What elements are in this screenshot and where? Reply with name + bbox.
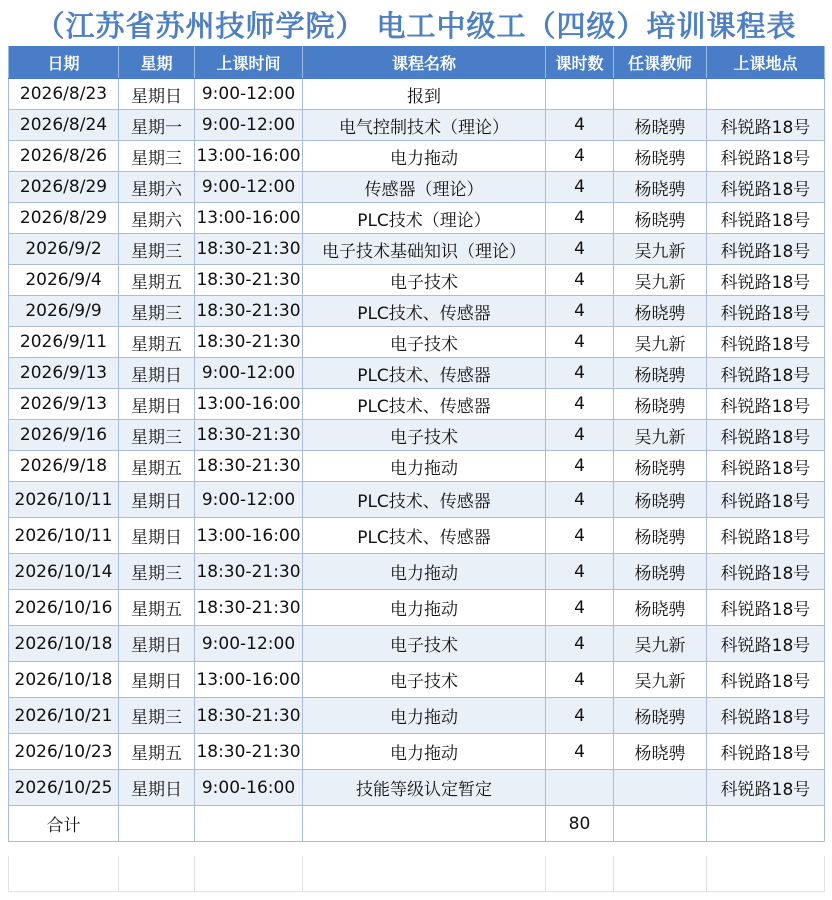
header-location[interactable]: 上课地点 — [707, 46, 825, 79]
header-hours[interactable]: 课时数 — [546, 46, 614, 79]
cell-date[interactable]: 2026/8/29 — [9, 203, 119, 234]
cell-teacher[interactable]: 吴九新 — [614, 265, 707, 296]
cell-hours[interactable]: 4 — [546, 296, 614, 327]
cell-hours[interactable]: 4 — [546, 590, 614, 626]
cell-teacher[interactable]: 吴九新 — [614, 234, 707, 265]
cell-weekday[interactable]: 星期一 — [119, 110, 195, 141]
cell-hours[interactable]: 4 — [546, 662, 614, 698]
cell-date[interactable]: 2026/10/18 — [9, 662, 119, 698]
cell-date[interactable]: 2026/10/16 — [9, 590, 119, 626]
cell-location[interactable]: 科锐路18号 — [707, 626, 825, 662]
cell-teacher[interactable]: 杨晓骋 — [614, 172, 707, 203]
cell-date[interactable]: 2026/9/18 — [9, 451, 119, 482]
table-row — [9, 770, 825, 806]
cell-time[interactable]: 18:30-21:30 — [195, 451, 303, 482]
cell-time[interactable]: 9:00-16:00 — [195, 770, 303, 806]
cell-course[interactable]: PLC技术、传感器 — [303, 296, 546, 327]
cell-course[interactable]: PLC技术、传感器 — [303, 482, 546, 518]
cell-hours[interactable]: 4 — [546, 234, 614, 265]
cell-time[interactable]: 18:30-21:30 — [195, 420, 303, 451]
table-row — [9, 451, 825, 482]
table-row — [9, 79, 825, 110]
cell-course[interactable]: PLC技术（理论） — [303, 203, 546, 234]
schedule-title: （江苏省苏州技师学院） 电工中级工（四级）培训课程表 — [35, 9, 797, 43]
cell-time[interactable]: 9:00-12:00 — [195, 79, 303, 110]
cell-location[interactable]: 科锐路18号 — [707, 482, 825, 518]
table-row — [9, 358, 825, 389]
cell-time[interactable]: 18:30-21:30 — [195, 296, 303, 327]
cell-course[interactable]: 电力拖动 — [303, 141, 546, 172]
cell-weekday[interactable]: 星期六 — [119, 203, 195, 234]
cell-course[interactable]: 电子技术基础知识（理论） — [303, 234, 546, 265]
table-row — [9, 662, 825, 698]
cell-location[interactable]: 科锐路18号 — [707, 110, 825, 141]
cell-hours[interactable]: 4 — [546, 554, 614, 590]
header-weekday[interactable]: 星期 — [119, 46, 195, 79]
cell-weekday[interactable]: 星期三 — [119, 420, 195, 451]
cell-teacher[interactable]: 杨晓骋 — [614, 698, 707, 734]
empty-cell[interactable] — [614, 856, 707, 892]
empty-cell[interactable] — [9, 856, 119, 892]
cell-course[interactable]: PLC技术、传感器 — [303, 518, 546, 554]
cell-hours[interactable]: 4 — [546, 451, 614, 482]
empty-cell[interactable] — [546, 856, 614, 892]
cell-hours[interactable]: 4 — [546, 327, 614, 358]
header-row — [9, 46, 825, 79]
cell-course[interactable]: 电子技术 — [303, 265, 546, 296]
cell-date[interactable]: 2026/9/16 — [9, 420, 119, 451]
cell-location[interactable]: 科锐路18号 — [707, 662, 825, 698]
cell-date[interactable]: 2026/10/21 — [9, 698, 119, 734]
header-teacher[interactable]: 任课教师 — [614, 46, 707, 79]
cell-time[interactable]: 18:30-21:30 — [195, 590, 303, 626]
cell-location[interactable] — [707, 79, 825, 110]
cell-date[interactable]: 2026/10/18 — [9, 626, 119, 662]
cell-weekday[interactable]: 星期三 — [119, 698, 195, 734]
empty-cell[interactable] — [195, 856, 303, 892]
cell-teacher[interactable]: 杨晓骋 — [614, 296, 707, 327]
table-row — [9, 626, 825, 662]
cell-weekday[interactable]: 星期日 — [119, 662, 195, 698]
cell-time[interactable]: 9:00-12:00 — [195, 172, 303, 203]
schedule-table — [8, 46, 825, 842]
cell-course[interactable]: 电力拖动 — [303, 698, 546, 734]
empty-sheet-row — [8, 856, 825, 892]
cell-date[interactable]: 2026/8/24 — [9, 110, 119, 141]
cell-teacher[interactable] — [614, 79, 707, 110]
cell-weekday[interactable]: 星期五 — [119, 451, 195, 482]
cell-date[interactable]: 2026/10/11 — [9, 518, 119, 554]
cell-location[interactable]: 科锐路18号 — [707, 172, 825, 203]
header-course[interactable]: 课程名称 — [303, 46, 546, 79]
table-row — [9, 327, 825, 358]
cell-teacher[interactable]: 杨晓骋 — [614, 358, 707, 389]
cell-date[interactable]: 2026/8/29 — [9, 172, 119, 203]
cell-time[interactable]: 9:00-12:00 — [195, 482, 303, 518]
cell-teacher[interactable]: 吴九新 — [614, 662, 707, 698]
cell-weekday[interactable]: 星期日 — [119, 770, 195, 806]
table-row — [9, 698, 825, 734]
cell-time[interactable]: 18:30-21:30 — [195, 734, 303, 770]
cell-weekday[interactable]: 星期日 — [119, 518, 195, 554]
cell-location[interactable]: 科锐路18号 — [707, 590, 825, 626]
cell-teacher[interactable]: 杨晓骋 — [614, 518, 707, 554]
cell-course[interactable]: 电力拖动 — [303, 590, 546, 626]
cell-time[interactable]: 18:30-21:30 — [195, 327, 303, 358]
cell-hours[interactable]: 4 — [546, 172, 614, 203]
cell-course[interactable]: PLC技术、传感器 — [303, 389, 546, 420]
cell-course[interactable]: 电力拖动 — [303, 451, 546, 482]
table-row — [9, 234, 825, 265]
cell-hours[interactable]: 4 — [546, 626, 614, 662]
cell-weekday[interactable]: 星期日 — [119, 79, 195, 110]
cell-date[interactable]: 2026/9/13 — [9, 389, 119, 420]
total-row — [9, 806, 825, 842]
cell-course[interactable]: 传感器（理论） — [303, 172, 546, 203]
cell-hours[interactable] — [546, 79, 614, 110]
cell-time[interactable]: 18:30-21:30 — [195, 265, 303, 296]
cell-hours[interactable]: 4 — [546, 389, 614, 420]
table-row — [9, 482, 825, 518]
table-cell[interactable] — [303, 806, 546, 842]
cell-time[interactable]: 9:00-12:00 — [195, 110, 303, 141]
cell-weekday[interactable]: 星期三 — [119, 234, 195, 265]
cell-hours[interactable]: 4 — [546, 141, 614, 172]
cell-date[interactable]: 2026/10/14 — [9, 554, 119, 590]
cell-date[interactable]: 2026/10/23 — [9, 734, 119, 770]
cell-teacher[interactable]: 杨晓骋 — [614, 554, 707, 590]
cell-time[interactable]: 13:00-16:00 — [195, 141, 303, 172]
table-cell[interactable] — [614, 806, 707, 842]
cell-weekday[interactable]: 星期日 — [119, 358, 195, 389]
table-row — [9, 734, 825, 770]
table-row — [9, 554, 825, 590]
cell-course[interactable]: 电子技术 — [303, 327, 546, 358]
total-hours[interactable]: 80 — [546, 806, 614, 842]
table-row — [9, 590, 825, 626]
cell-location[interactable]: 科锐路18号 — [707, 734, 825, 770]
cell-weekday[interactable]: 星期日 — [119, 626, 195, 662]
cell-teacher[interactable]: 杨晓骋 — [614, 389, 707, 420]
table-cell[interactable] — [707, 806, 825, 842]
cell-hours[interactable]: 4 — [546, 358, 614, 389]
cell-teacher[interactable] — [614, 770, 707, 806]
cell-date[interactable]: 2026/9/11 — [9, 327, 119, 358]
cell-time[interactable]: 13:00-16:00 — [195, 203, 303, 234]
cell-weekday[interactable]: 星期日 — [119, 389, 195, 420]
cell-location[interactable]: 科锐路18号 — [707, 451, 825, 482]
cell-time[interactable]: 9:00-12:00 — [195, 626, 303, 662]
cell-time[interactable]: 9:00-12:00 — [195, 358, 303, 389]
table-row — [9, 420, 825, 451]
cell-hours[interactable]: 4 — [546, 518, 614, 554]
cell-location[interactable]: 科锐路18号 — [707, 327, 825, 358]
cell-course[interactable]: 电子技术 — [303, 662, 546, 698]
cell-hours[interactable]: 4 — [546, 698, 614, 734]
cell-course[interactable]: PLC技术、传感器 — [303, 358, 546, 389]
cell-teacher[interactable]: 杨晓骋 — [614, 590, 707, 626]
table-row — [9, 141, 825, 172]
cell-location[interactable]: 科锐路18号 — [707, 141, 825, 172]
cell-location[interactable]: 科锐路18号 — [707, 554, 825, 590]
cell-time[interactable]: 18:30-21:30 — [195, 698, 303, 734]
header-time[interactable]: 上课时间 — [195, 46, 303, 79]
cell-weekday[interactable]: 星期三 — [119, 141, 195, 172]
table-cell[interactable] — [119, 806, 195, 842]
cell-location[interactable]: 科锐路18号 — [707, 265, 825, 296]
cell-weekday[interactable]: 星期六 — [119, 172, 195, 203]
table-cell[interactable] — [195, 806, 303, 842]
cell-course[interactable]: 电气控制技术（理论） — [303, 110, 546, 141]
cell-hours[interactable]: 4 — [546, 203, 614, 234]
cell-location[interactable]: 科锐路18号 — [707, 296, 825, 327]
table-row — [9, 172, 825, 203]
cell-date[interactable]: 2026/9/9 — [9, 296, 119, 327]
cell-teacher[interactable]: 杨晓骋 — [614, 110, 707, 141]
cell-date[interactable]: 2026/10/11 — [9, 482, 119, 518]
cell-course[interactable]: 报到 — [303, 79, 546, 110]
cell-location[interactable]: 科锐路18号 — [707, 518, 825, 554]
cell-location[interactable]: 科锐路18号 — [707, 698, 825, 734]
cell-time[interactable]: 18:30-21:30 — [195, 554, 303, 590]
empty-cell[interactable] — [119, 856, 195, 892]
table-row — [9, 296, 825, 327]
table-row — [9, 389, 825, 420]
cell-weekday[interactable]: 星期五 — [119, 327, 195, 358]
cell-time[interactable]: 13:00-16:00 — [195, 662, 303, 698]
cell-time[interactable]: 13:00-16:00 — [195, 389, 303, 420]
cell-location[interactable]: 科锐路18号 — [707, 203, 825, 234]
cell-weekday[interactable]: 星期五 — [119, 265, 195, 296]
cell-teacher[interactable]: 杨晓骋 — [614, 203, 707, 234]
cell-course[interactable]: 电力拖动 — [303, 554, 546, 590]
cell-hours[interactable]: 4 — [546, 734, 614, 770]
cell-location[interactable]: 科锐路18号 — [707, 358, 825, 389]
cell-time[interactable]: 13:00-16:00 — [195, 518, 303, 554]
cell-course[interactable]: 电子技术 — [303, 420, 546, 451]
cell-teacher[interactable]: 杨晓骋 — [614, 141, 707, 172]
cell-location[interactable]: 科锐路18号 — [707, 389, 825, 420]
empty-cell[interactable] — [707, 856, 825, 892]
cell-hours[interactable]: 4 — [546, 420, 614, 451]
total-label[interactable]: 合计 — [9, 806, 119, 842]
cell-date[interactable]: 2026/9/13 — [9, 358, 119, 389]
cell-date[interactable]: 2026/10/25 — [9, 770, 119, 806]
table-row — [9, 265, 825, 296]
cell-teacher[interactable]: 吴九新 — [614, 626, 707, 662]
cell-date[interactable]: 2026/8/26 — [9, 141, 119, 172]
table-row — [9, 203, 825, 234]
cell-weekday[interactable]: 星期五 — [119, 734, 195, 770]
cell-teacher[interactable]: 杨晓骋 — [614, 482, 707, 518]
cell-date[interactable]: 2026/9/2 — [9, 234, 119, 265]
cell-hours[interactable] — [546, 770, 614, 806]
cell-date[interactable]: 2026/8/23 — [9, 79, 119, 110]
table-row — [9, 110, 825, 141]
table-row — [9, 518, 825, 554]
cell-hours[interactable]: 4 — [546, 482, 614, 518]
cell-teacher[interactable]: 杨晓骋 — [614, 451, 707, 482]
cell-course[interactable]: 电子技术 — [303, 626, 546, 662]
cell-course[interactable]: 技能等级认定暂定 — [303, 770, 546, 806]
cell-weekday[interactable]: 星期日 — [119, 482, 195, 518]
cell-weekday[interactable]: 星期五 — [119, 590, 195, 626]
cell-location[interactable]: 科锐路18号 — [707, 420, 825, 451]
cell-course[interactable]: 电力拖动 — [303, 734, 546, 770]
empty-cell[interactable] — [303, 856, 546, 892]
header-date[interactable]: 日期 — [9, 46, 119, 79]
cell-teacher[interactable]: 杨晓骋 — [614, 734, 707, 770]
cell-time[interactable]: 18:30-21:30 — [195, 234, 303, 265]
cell-hours[interactable]: 4 — [546, 110, 614, 141]
cell-weekday[interactable]: 星期三 — [119, 296, 195, 327]
cell-teacher[interactable]: 吴九新 — [614, 420, 707, 451]
cell-date[interactable]: 2026/9/4 — [9, 265, 119, 296]
cell-location[interactable]: 科锐路18号 — [707, 770, 825, 806]
cell-teacher[interactable]: 吴九新 — [614, 327, 707, 358]
cell-location[interactable]: 科锐路18号 — [707, 234, 825, 265]
cell-hours[interactable]: 4 — [546, 265, 614, 296]
cell-weekday[interactable]: 星期三 — [119, 554, 195, 590]
